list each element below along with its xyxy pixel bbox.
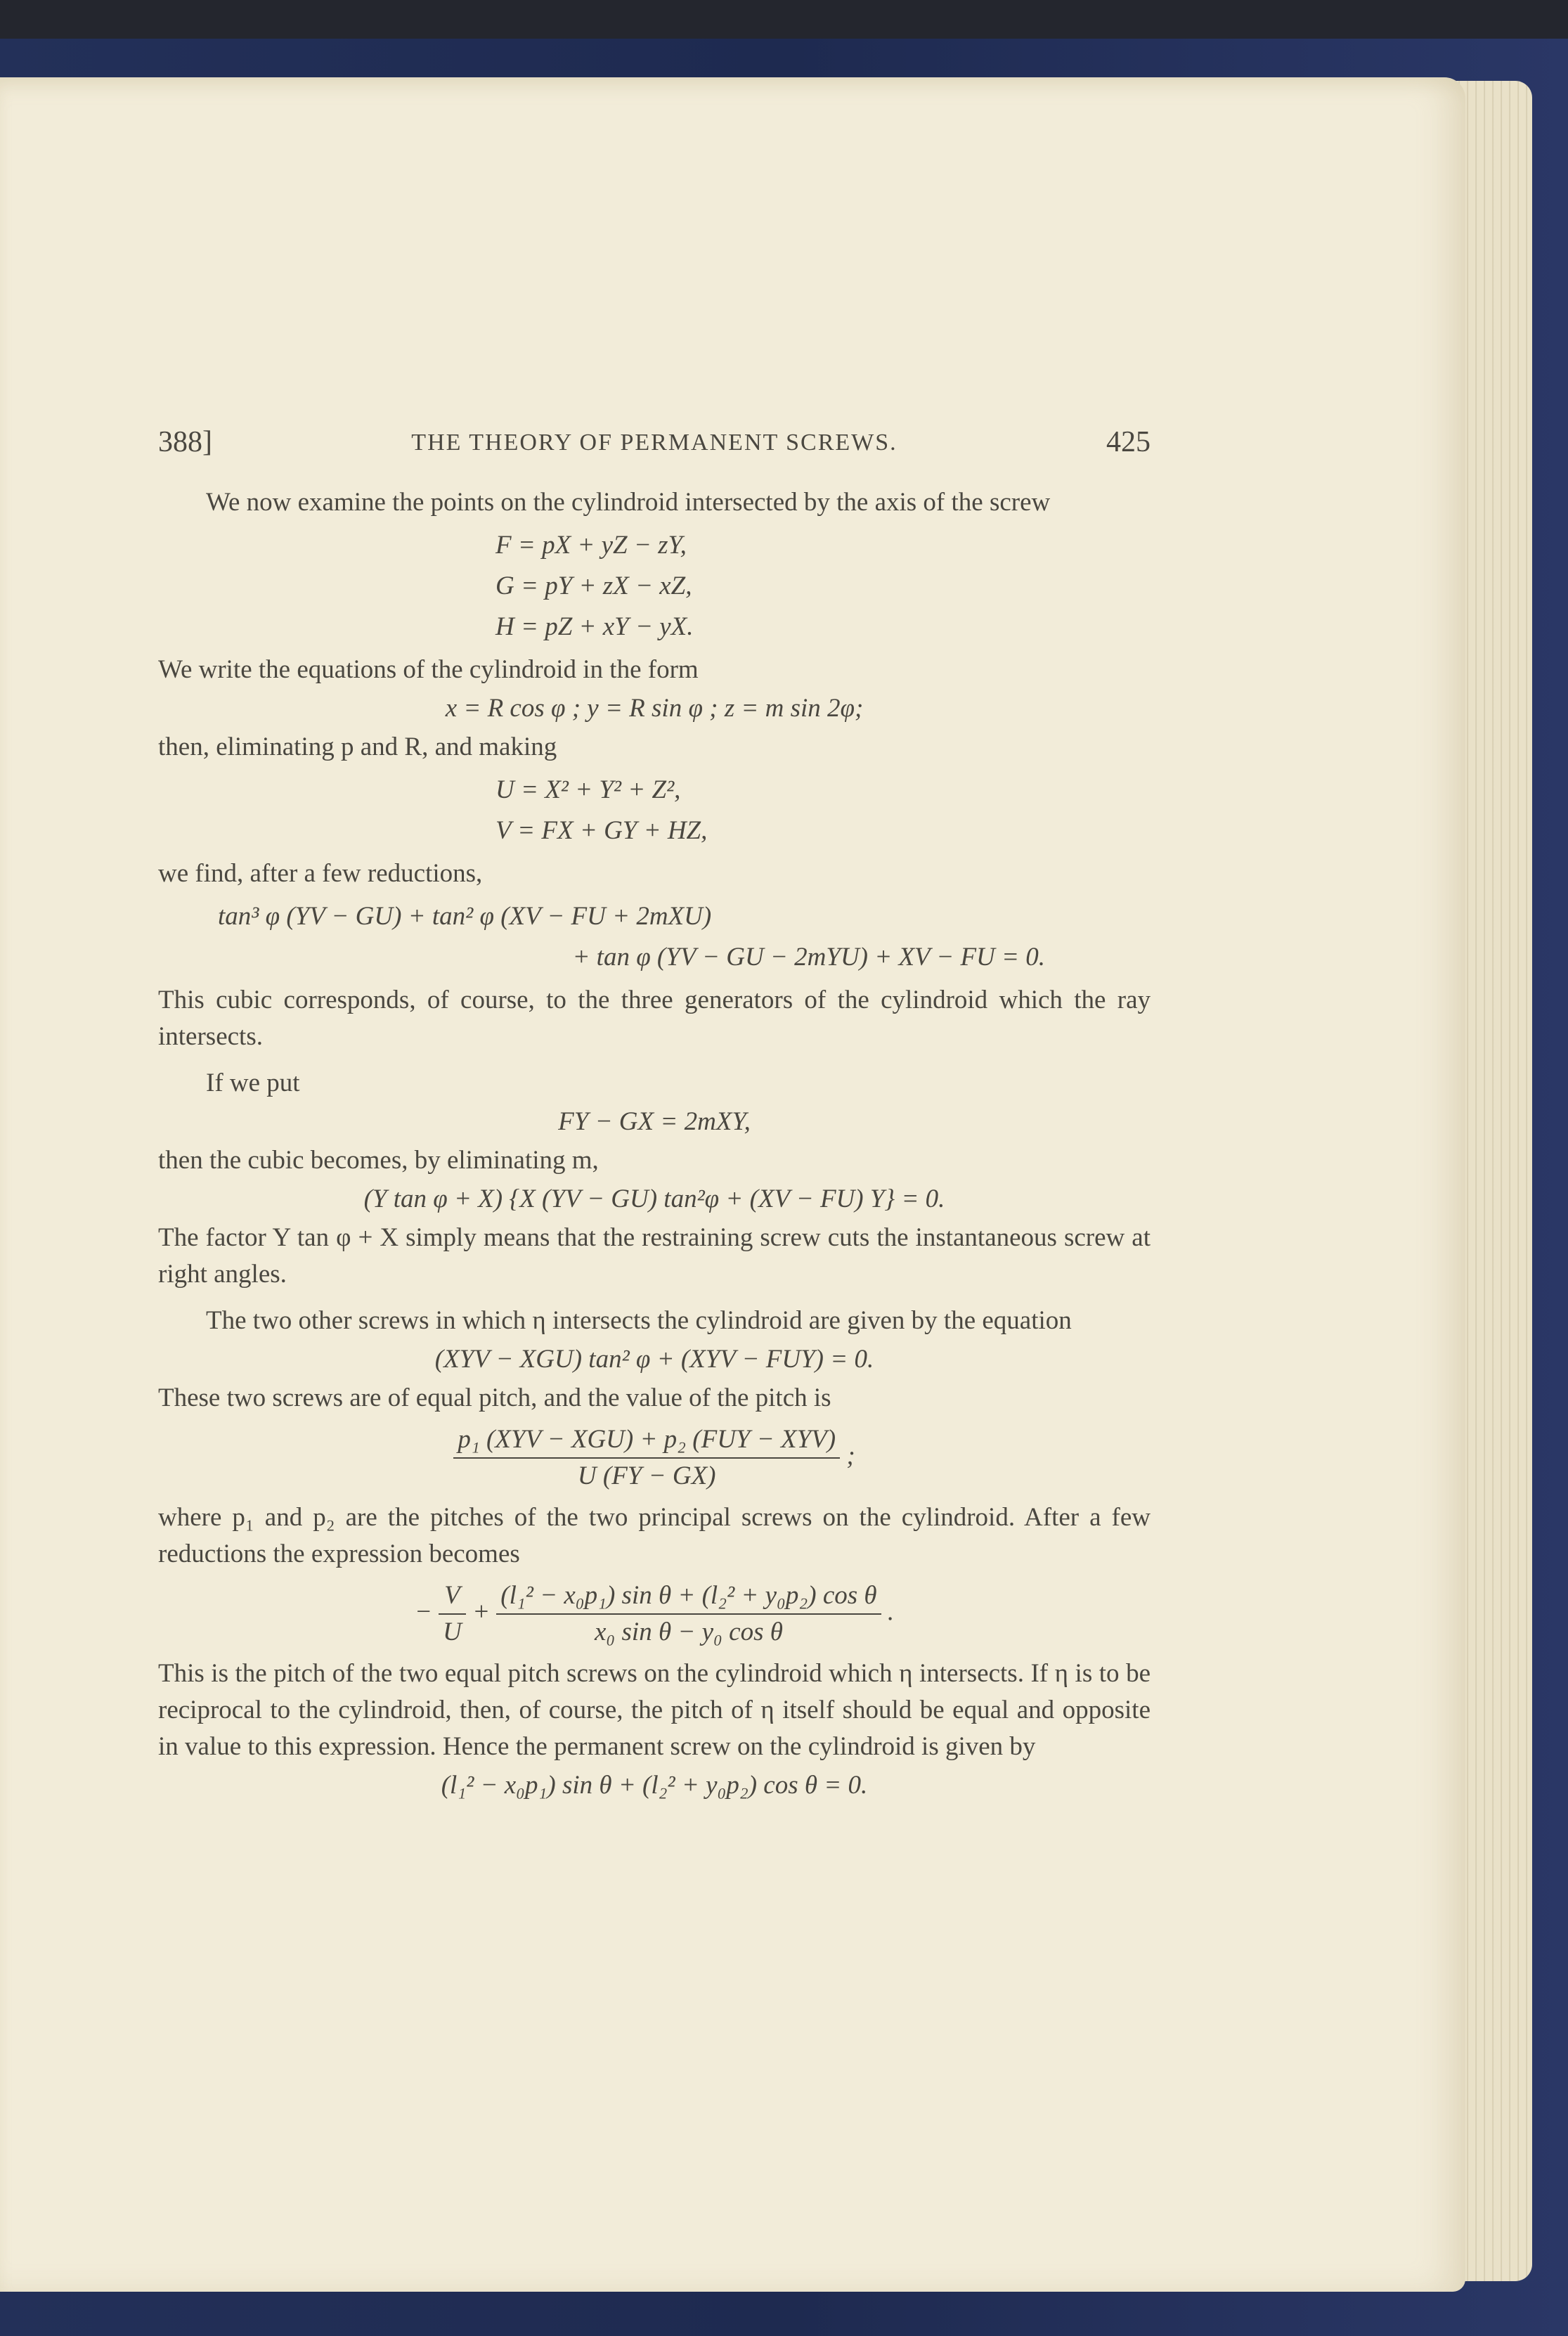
running-title: THE THEORY OF PERMANENT SCREWS. (411, 430, 898, 456)
paragraph-11: where p₁ and p₂ are the pitches of the two principal screws on the cylindroid. After a few reductions the expression becomes (158, 1503, 1151, 1568)
paragraph-8: The factor Y tan φ + X simply means that the restraining screw cuts the instantaneous screw at right angles. (158, 1223, 1151, 1289)
book-page (0, 77, 1465, 2292)
equation-permanent-screw: (l₁² − x₀p₁) sin θ + (l₂² + y₀p₂) cos θ = 0. (441, 1771, 868, 1800)
paragraph-10: These two screws are of equal pitch, and the value of the pitch is (158, 1383, 831, 1412)
paragraph-2: We write the equations of the cylindroid in the form (158, 655, 699, 684)
section-number: 388] (158, 426, 212, 458)
fraction-main-numerator: (l₁² − x₀p₁) sin θ + (l₂² + y₀p₂) cos θ (496, 1578, 881, 1615)
fraction-main (496, 1578, 881, 1650)
equation-group-cubic (158, 896, 1151, 978)
paragraph-9: The two other screws in which η intersects the cylindroid are given by the equation (206, 1306, 1072, 1335)
equation-punctuation: ; (846, 1441, 855, 1471)
paragraph-7: then the cubic becomes, by eliminating m, (158, 1146, 599, 1175)
equation-group-screw (158, 525, 1151, 647)
running-header (158, 425, 1151, 467)
fraction-denominator: U (FY − GX) (577, 1461, 716, 1490)
equation-substitution: FY − GX = 2mXY, (558, 1107, 751, 1136)
paragraph-5: This cubic corresponds, of course, to the three generators of the cylindroid which the ray intersects. (158, 986, 1151, 1051)
equation-group-uv (158, 770, 1151, 851)
equation-factored-cubic: (Y tan φ + X) {X (YV − GU) tan²φ + (XV − FU) Y} = 0. (363, 1185, 945, 1213)
equation-cubic-line-1: tan³ φ (YV − GU) + tan² φ (XV − FU + 2mXU) (218, 902, 712, 931)
equation-h: H = pZ + xY − yX. (495, 612, 694, 641)
plus-sign: + (472, 1597, 491, 1627)
equation-expression (158, 1578, 1151, 1650)
paragraph-3: then, eliminating p and R, and making (158, 733, 557, 761)
equation-g: G = pY + zX − xZ, (495, 572, 692, 600)
fraction-numerator: p₁ (XYV − XGU) + p₂ (FUY − XYV) (453, 1422, 840, 1459)
equation-u: U = X² + Y² + Z², (495, 775, 681, 804)
minus-sign: − (414, 1597, 432, 1627)
fraction-v-over-u (439, 1578, 466, 1650)
equation-f: F = pX + yZ − zY, (495, 531, 687, 560)
equation-two-screws: (XYV − XGU) tan² φ + (XYV − FUY) = 0. (434, 1345, 874, 1374)
equation-cubic-line-2: + tan φ (YV − GU − 2mYU) + XV − FU = 0. (572, 943, 1045, 972)
equation-punctuation: . (887, 1597, 895, 1627)
fraction-main-denominator: x₀ sin θ − y₀ cos θ (595, 1618, 783, 1646)
equation-cylindroid: x = R cos φ ; y = R sin φ ; z = m sin 2φ; (445, 694, 864, 723)
paragraph-1: We now examine the points on the cylindroid intersected by the axis of the screw (206, 488, 1051, 517)
paragraph-6: If we put (206, 1069, 300, 1097)
page-number: 425 (1106, 426, 1151, 458)
paragraph-12: This is the pitch of the two equal pitch screws on the cylindroid which η intersects. If η is to be reciprocal to the cylindroid, then, of course, the pitch of η itself should be equal and opposite in value to this expression. Hence the permanent screw on the cylindroid is given by (158, 1659, 1151, 1761)
fraction-numerator-v: V (439, 1578, 466, 1615)
equation-v: V = FX + GY + HZ, (495, 816, 708, 845)
fraction-denominator-u: U (443, 1618, 462, 1646)
paragraph-4: we find, after a few reductions, (158, 859, 483, 888)
equation-pitch-fraction (158, 1422, 1151, 1494)
fraction-pitch (453, 1422, 840, 1494)
page-content (158, 425, 1151, 1806)
